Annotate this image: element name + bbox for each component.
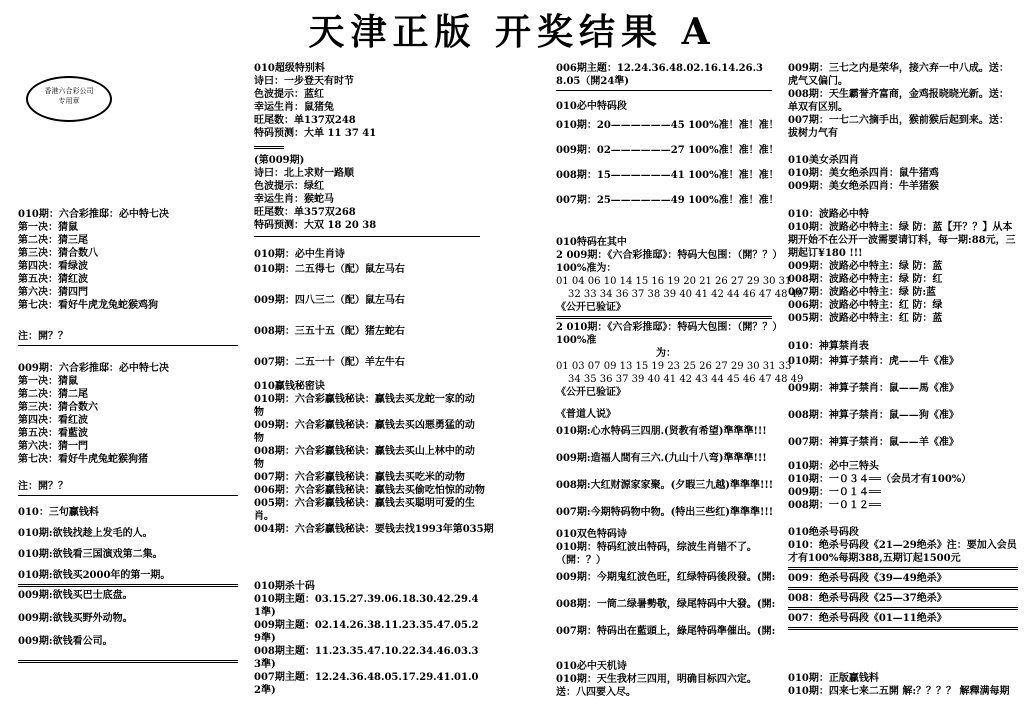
two-color-poem-section [556,528,776,638]
list-item: 009期:欲钱买巴士底盘。 [18,590,133,601]
list-item: 诗曰：北上求财一路顺 [254,168,354,179]
list-item: 第二决：猜二尾 [18,389,88,400]
list-item: 第六决：猜四門 [18,287,88,298]
divider [556,316,772,319]
number-list: 01 03 07 09 13 15 19 23 25 26 27 29 30 31 33 [556,361,792,372]
list-item: 第三决：猜合数八 [18,248,98,259]
section-heading: 010：波路必中特 [788,209,869,220]
section-heading: 010必中天机诗 [556,661,627,672]
list-item: 009：绝杀号码段《39—49绝杀》 [788,573,947,584]
section-heading: 010贏钱秘密诀 [254,381,325,392]
absolute-kill-section [788,526,1018,632]
list-item: 007：绝杀号码段《01—11绝杀》 [788,613,947,624]
section-heading: 009期：六合彩推邸：必中特七决 [18,363,169,374]
list-item: 旺尾数：单137双248 [254,115,356,126]
super-special-section-010 [254,62,480,151]
divider [18,584,238,587]
list-item: 007期主题：12.24.36.48.05.17.29.41.01.02準) [254,672,479,696]
special-in-it-section [556,236,804,399]
list-item: 色波提示：绿红 [254,181,324,192]
list-item: 010期:欲钱找趁上发毛的人。 [18,528,153,539]
list-item: 008期： 三五十五（配）猪左蛇右 [254,326,405,337]
kill-ten-section [254,580,480,697]
list-item: 特码预测：大单 11 37 41 [254,128,377,139]
divider [18,660,238,663]
seal-text: 香港六合彩公司 [44,87,94,95]
section-heading: 010期：正版贏钱料 [788,673,879,684]
list-item: 009期主题：02.14.26.38.11.23.35.47.05.29準) [254,620,479,644]
divider [788,627,1018,630]
list-item: 诗曰：一步登天有时节 [254,76,354,87]
list-item: 008期：六合彩贏钱秘诀：贏钱去买山上林中的动物 [254,446,475,470]
list-item: 009期：02 —————— 27 100% 准！准！准！ [556,145,779,156]
list-item: 009期：神算子禁肖：鼠——馬 《准》 [788,383,959,394]
section-heading: 010期：必中生肖诗 [254,249,345,260]
list-item: 010期：波路必中特主：绿 防：蓝【开？？】从本期开始不在公开一波需要请订料，每一期:88元，三期起订¥180 !!! [788,222,1016,259]
divider [18,495,238,496]
heaven-poem-section [556,660,772,699]
list-item: 第一决：猜鼠 [18,222,78,233]
divider [788,567,1018,570]
poem-continued-section [788,62,1018,140]
list-item: 009期:欲钱看公司。 [18,636,113,647]
section-heading: 010期：六合彩推邸：必中特七决 [18,209,169,220]
list-item: 009期：今期鬼红波色旺，红绿特码後段發。(開: [556,572,776,583]
list-item: 特码预测：大双 18 20 38 [254,220,377,231]
divider [788,607,1018,610]
list-item: 010期： 二五得七（配）鼠左马右 [254,264,405,275]
list-item: 008期：神算子禁肖：鼠——狗 《准》 [788,410,959,421]
list-item: 第七决：看好牛虎兔蛇猴狗猪 [18,454,148,465]
list-item: 004期：六合彩贏钱秘诀：要钱去找1993年第035期 [254,524,494,535]
list-item: 006期：六合彩贏钱秘诀：贏钱去买偷吃怕惊的动物 [254,485,485,496]
list-item: 第五决：猜红波 [18,274,88,285]
list-item: 008期：15 —————— 41 100% 准！准！准！ [556,170,779,181]
seal-subtext: 专用章 [58,97,80,105]
list-item: 010期：神算子禁肖：虎——牛 《准》 [788,356,959,367]
section-heading: 010期杀十码 [254,581,315,592]
list-item: 第一决：猜鼠 [18,376,78,387]
list-item: 009期： 四八三二（配）鼠左马右 [254,295,405,306]
divider [788,587,1018,590]
number-list: 32 33 34 36 37 38 39 40 41 42 44 46 47 48 49 [568,289,804,300]
list-item: 010期：一０３４══（会员才有100%） [788,474,972,485]
super-special-section-009 [254,154,480,239]
note-text: 注：開？？ [18,481,68,492]
section-heading: 010特码在其中 [556,237,627,248]
list-item: 010期：六合彩贏钱秘诀：贏钱去买龙蛇一家的动物 [254,394,475,418]
list-item: 100%准为： [556,263,617,274]
list-item: 旺尾数：单357双268 [254,207,356,218]
list-item: 009期：一０１４══ [788,487,881,498]
number-list: 01 04 06 10 14 15 16 19 20 21 26 27 29 30 31 [556,276,792,287]
divider [254,146,284,149]
special-code-range-section [556,100,779,207]
must-win-seven-section-010 [18,208,238,348]
list-item: 009期：波路必中特主：绿 防：蓝 [788,261,943,272]
list-item: 008：绝杀号码段《25—37绝杀》 [788,593,947,604]
list-item: 010：绝杀号码段《21—29绝杀》注：要加入会员才有100%每期388,五期订起1500元 [788,540,1017,564]
list-item: 第三决：猜合数六 [18,402,98,413]
must-win-seven-section-009 [18,362,238,498]
list-item: 幸运生肖：猴蛇马 [254,194,334,205]
list-item: 色波提示：蓝红 [254,89,324,100]
list-item: 009期：六合彩贏钱秘诀：贏钱去买凶悪勇猛的动物 [254,420,475,444]
common-people-section [556,408,772,519]
list-item: 第四决：看红波 [18,415,88,426]
section-heading: 010必中特码段 [556,101,627,112]
list-item: 007期：六合彩贏钱秘诀：贏钱去买吃米的动物 [254,472,465,483]
list-item: 006期：波路必中特主：红 防：绿 [788,300,943,311]
list-item: 009期:造福人間有三六.(九山十八弯)準準準!!! [556,453,767,464]
forbidden-zodiac-section [788,340,1018,449]
list-item: 005期：波路必中特主：红 防：蓝 [788,313,943,324]
list-item: 005期：六合彩贏钱秘诀：贏钱去买聪明可爱的生肖。 [254,498,475,522]
kill-ten-continued [556,62,772,93]
list-item: 009期：三七之内是荣华，接六弃一中八成。送：虎气又偏门。 [788,63,1009,87]
list-item: 008期:大红财源家家聚。(夕暇三九越)準準準!!! [556,480,774,491]
divider [18,345,238,346]
list-item: 008期主题：11.23.35.47.10.22.34.46.03.33準) [254,646,479,670]
list-item: 010期:欲钱看三国演戏第二集。 [18,549,163,560]
section-heading: 010期：必中三特头 [788,461,879,472]
section-heading: 《普道人说》 [556,409,616,420]
list-item: 010期:欲钱买2000年的第一期。 [18,570,171,581]
list-item: 第五决：看藍波 [18,428,88,439]
verified-label: 《公开已验证》 [556,302,626,313]
divider [556,90,772,91]
section-heading: 010绝杀号码段 [788,527,859,538]
list-item: 010期：天生我材三四用，明确目标四六定。送：八四要入尽。 [556,674,757,698]
section-heading: 010美女杀四肖 [788,155,859,166]
wave-route-section [788,208,1018,325]
list-item: 010期：20 —————— 45 100% 准！准！准！ [556,120,779,131]
verified-label: 《公开已验证》 [556,387,626,398]
list-item: 006期主题：12.24.36.48.02.16.14.26.38.05（開24準) [556,63,764,87]
list-item: 100%准 [556,335,597,346]
section-heading: 010：神算禁肖表 [788,341,869,352]
list-item: 009期：美女绝杀四肖：牛羊猪猴 [788,181,939,192]
list-item: 008期：波路必中特主：绿 防：红 [788,274,943,285]
list-item: 第二决：猜三尾 [18,235,88,246]
list-item: 007期:今期特码物中物。(特出三些红)準準準!!! [556,507,774,518]
list-item: 008期：一筒二绿暑勢敬，绿尾特码中大發。(開: [556,599,776,610]
list-item: 009期:欲钱买野外动物。 [18,613,133,624]
beauty-kill-section [788,154,1018,193]
list-item: 010期：美女绝杀四肖：鼠牛猪鸡 [788,168,939,179]
list-item: 007期：一七二六摘手出，猴前猴后起到来。送：拔树力气有 [788,115,1009,139]
list-item: 008期：天生霸誉齐富商，金鸡报晓晓光新。送：单双有区别。 [788,89,1009,113]
number-list: 34 35 36 37 39 40 41 42 43 44 45 46 47 48 49 [568,374,804,385]
list-item: 为： [656,348,676,359]
list-item: 2 009期：《六合彩推邸》：特码大包围：（開？？） [556,250,783,261]
list-item: 007期：特码出在藍頭上，綠尾特码準催出。(開: [556,626,776,637]
three-heads-section [788,460,1018,512]
section-heading: 010双色特码诗 [556,529,627,540]
zodiac-poem-section [254,248,480,369]
list-item: 第六决：猜一門 [18,441,88,452]
list-item: 007期：神算子禁肖：鼠——羊 《准》 [788,437,959,448]
section-heading: 010超级特别料 [254,63,325,74]
list-item: 幸运生肖：鼠猪兔 [254,102,334,113]
list-item: 第四决：看绿波 [18,261,88,272]
list-item: 008期：一０１２══ [788,500,881,511]
win-money-section [788,672,1018,698]
three-sentence-section [18,506,238,665]
note-text: 注：開？？ [18,331,68,342]
list-item: 007期：25 —————— 49 100% 准！准！准！ [556,195,779,206]
divider [254,236,480,237]
list-item: 010期:心水特码三四朋.(贤教有希望)準準準!!! [556,426,767,437]
section-heading: (第009期) [254,155,305,166]
list-item: 010期主题：03.15.27.39.06.18.30.42.29.41準) [254,594,479,618]
list-item: 007期：波路必中特主：绿 防:蓝 [788,287,937,298]
winning-secret-section [254,380,494,536]
company-seal-stamp [26,76,112,122]
list-item: 第七决：看好牛虎龙兔蛇猴鸡狗 [18,300,158,311]
section-heading: 010：三句贏钱料 [18,507,99,518]
list-item: 010期：四来七来二五開 解:？？？？ 解釋满每期 [788,686,1010,697]
list-item: 010期：特码红波出特码，综波生肖错不了。（開：？） [556,542,757,566]
list-item: 007期： 二五一十（配）羊左牛右 [254,357,405,368]
list-item: 2 010期：《六合彩推邸》：特码大包围：（開？？） [556,322,783,333]
page-title: 天津正版 开奖结果 A [308,11,716,53]
